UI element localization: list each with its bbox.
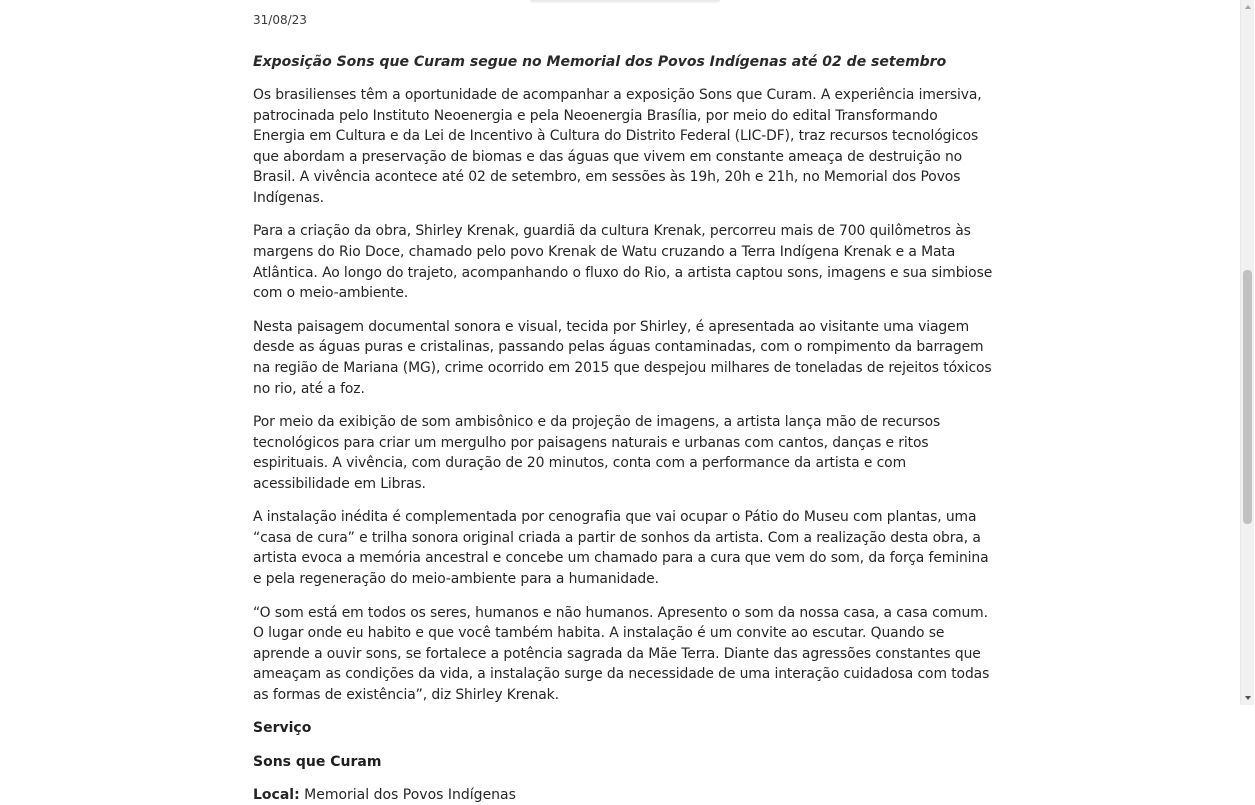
location-label: Local: (253, 787, 300, 804)
article-quote-paragraph: “O som está em todos os seres, humanos e não humanos. Apresento o som da nossa casa, a casa comum. O lugar onde eu habito e que você também habita. A instalação é um convite ao escutar. Quando se aprende a ouvir sons, se fortalece a potência sagrada da Mãe Terra. Diante das agressões constantes que ameaçam as condições da vida, a instalação surge da necessidade de uma interação cuidadosa com todas as formas de existência”, diz Shirley Krenak. (253, 604, 990, 703)
article-paragraph: Os brasilienses têm a oportunidade de acompanhar a exposição Sons que Curam. A experiência imersiva, patrocinada pelo Instituto Neoenergia e pela Neoenergia Brasília, por meio do edital Transformando Energia em Cultura e da Lei de Incentivo à Cultura do Distrito Federal (LIC-DF), traz recursos tecnológicos que abordam a preservação de biomas e das águas que vivem em constante ameaça de destruição no Brasil. A vivência acontece até 02 de setembro, em sessões às 19h, 20h e 21h, no Memorial dos Povos Indígenas. (253, 87, 982, 206)
header-shadow-edge (530, 0, 720, 3)
scroll-up-arrow-icon[interactable] (1241, 0, 1255, 14)
event-location (253, 785, 993, 805)
service-heading: Serviço (253, 720, 312, 737)
scrollbar-thumb[interactable] (1243, 270, 1252, 524)
location-value: Memorial dos Povos Indígenas (304, 787, 516, 804)
article-headline: Exposição Sons que Curam segue no Memorial dos Povos Indígenas até 02 de setembro (253, 54, 947, 70)
news-article (253, 12, 993, 805)
event-name: Sons que Curam (253, 753, 382, 770)
vertical-scrollbar[interactable] (1240, 0, 1254, 705)
article-paragraph: A instalação inédita é complementada por cenografia que vai ocupar o Pátio do Museu com plantas, uma “casa de cura” e trilha sonora original criada a partir de sonhos da artista. Com a realização desta obra, a artista evoca a memória ancestral e concebe um chamado para a cura que vem do som, da força feminina e pela regeneração do meio-ambiente para a humanidade. (253, 509, 989, 588)
article-date: 31/08/23 (253, 13, 307, 27)
article-paragraph: Nesta paisagem documental sonora e visual, tecida por Shirley, é apresentada ao visitante uma viagem desde as águas puras e cristalinas, passando pelas águas contaminadas, com o rompimento da barragem na região de Mariana (MG), crime ocorrido em 2015 que despejou milhares de toneladas de rejeitos tóxicos no rio, até a foz. (253, 318, 992, 397)
article-paragraph: Para a criação da obra, Shirley Krenak, guardiã da cultura Krenak, percorreu mais de 700 quilômetros às margens do Rio Doce, chamado pelo povo Krenak de Watu cruzando a Terra Indígena Krenak e a Mata Atlântica. Ao longo do trajeto, acompanhando o fluxo do Rio, a artista captou sons, imagens e sua simbiose com o meio-ambiente. (253, 223, 993, 302)
scroll-down-arrow-icon[interactable] (1241, 691, 1255, 705)
article-paragraph: Por meio da exibição de som ambisônico e da projeção de imagens, a artista lança mão de recursos tecnológicos para criar um mergulho por paisagens naturais e urbanas com cantos, danças e ritos espirituais. A vivência, com duração de 20 minutos, conta com a performance da artista e com acessibilidade em Libras. (253, 413, 941, 492)
